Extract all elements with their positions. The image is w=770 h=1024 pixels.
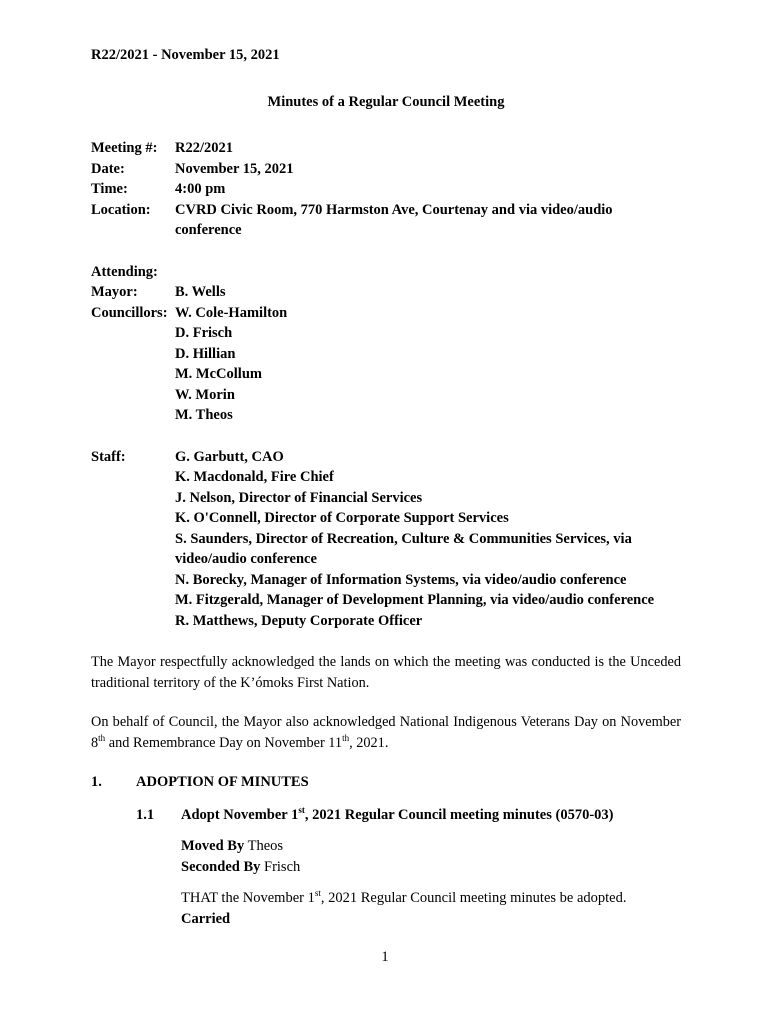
ack-sup1: th <box>98 732 106 743</box>
meeting-number-row <box>91 138 681 159</box>
staff-member: K. O'Connell, Director of Corporate Support Services <box>175 510 509 526</box>
meeting-date-row <box>91 159 681 180</box>
meeting-date-value: November 15, 2021 <box>175 160 294 177</box>
moved-by-value: Theos <box>247 838 284 854</box>
mayor-label: Mayor: <box>91 284 138 300</box>
document-page <box>91 45 681 929</box>
meeting-time-row <box>91 179 681 200</box>
meeting-date-label: Date: <box>91 160 125 177</box>
staff-member: N. Borecky, Manager of Information Systems, via video/audio conference <box>175 571 627 588</box>
motion-part2: , 2021 Regular Council meeting minutes be adopted. <box>320 890 627 906</box>
ack-text-part3: , 2021. <box>349 734 389 751</box>
item-title <box>181 805 614 826</box>
councillors-label: Councillors: <box>91 304 168 321</box>
attending-heading: Attending: <box>91 263 158 280</box>
ack-text-part1: On behalf of Council, the Mayor also acknowledged National Indigenous Veterans Day on November 8 <box>91 714 681 751</box>
staff-member: G. Garbutt, CAO <box>175 448 284 465</box>
councillor-name: W. Cole-Hamilton <box>175 304 288 321</box>
item-number: 1.1 <box>136 806 155 823</box>
staff-row <box>91 447 681 468</box>
section-heading <box>91 772 681 793</box>
staff-section <box>91 447 681 632</box>
councillor-name: M. McCollum <box>175 366 262 382</box>
land-acknowledgement: The Mayor respectfully acknowledged the lands on which the meeting was conducted is the Unceded traditional territory of the K’ómoks First Nation. <box>91 654 681 691</box>
document-header: R22/2021 - November 15, 2021 <box>91 47 280 63</box>
councillor-name: D. Frisch <box>175 325 233 341</box>
mayor-name: B. Wells <box>175 284 226 300</box>
ack-text-part2: and Remembrance Day on November 11 <box>105 734 343 751</box>
motion-result: Carried <box>181 910 231 927</box>
staff-label: Staff: <box>91 448 126 465</box>
seconded-by-line <box>181 857 681 878</box>
section-title: ADOPTION OF MINUTES <box>136 774 309 790</box>
meeting-location-row <box>91 200 681 241</box>
motion-part1: THAT the November 1 <box>181 890 315 906</box>
moved-by-label: Moved By <box>181 838 245 854</box>
seconded-by-value: Frisch <box>264 858 301 875</box>
meeting-number-value: R22/2021 <box>175 140 233 156</box>
agenda-item-heading <box>91 805 681 826</box>
councillors-row <box>91 303 681 324</box>
staff-member: S. Saunders, Director of Recreation, Culture & Communities Services, via <box>175 530 632 547</box>
meeting-info <box>91 138 681 241</box>
item-title-part2: , 2021 Regular Council meeting minutes (0570-03) <box>304 806 614 823</box>
motion-sup: st <box>314 888 321 899</box>
attending-section <box>91 262 681 426</box>
veterans-acknowledgement <box>91 712 681 753</box>
councillor-name: M. Theos <box>175 407 233 423</box>
staff-member: video/audio conference <box>175 551 317 567</box>
ack-sup2: th <box>342 732 350 743</box>
councillor-name: W. Morin <box>175 386 235 403</box>
staff-member: R. Matthews, Deputy Corporate Officer <box>175 612 423 629</box>
seconded-by-label: Seconded By <box>181 858 261 875</box>
motion-block <box>91 836 681 929</box>
page-title: Minutes of a Regular Council Meeting <box>267 93 505 110</box>
mayor-row <box>91 282 681 303</box>
staff-member: J. Nelson, Director of Financial Services <box>175 489 423 506</box>
page-number: 1 <box>381 949 389 965</box>
moved-by-line <box>181 836 681 857</box>
motion-text <box>181 888 681 909</box>
meeting-location-label: Location: <box>91 201 151 218</box>
councillor-name: D. Hillian <box>175 345 236 362</box>
meeting-number-label: Meeting #: <box>91 140 158 156</box>
item-title-part1: Adopt November 1 <box>181 806 299 823</box>
meeting-location-value: CVRD Civic Room, 770 Harmston Ave, Courtenay and via video/audio conference <box>175 201 613 238</box>
section-number: 1. <box>91 774 102 790</box>
meeting-time-value: 4:00 pm <box>175 181 226 197</box>
staff-member: K. Macdonald, Fire Chief <box>175 469 334 485</box>
staff-member: M. Fitzgerald, Manager of Development Planning, via video/audio conference <box>175 592 655 608</box>
meeting-time-label: Time: <box>91 181 128 197</box>
item-title-sup: st <box>298 804 305 815</box>
